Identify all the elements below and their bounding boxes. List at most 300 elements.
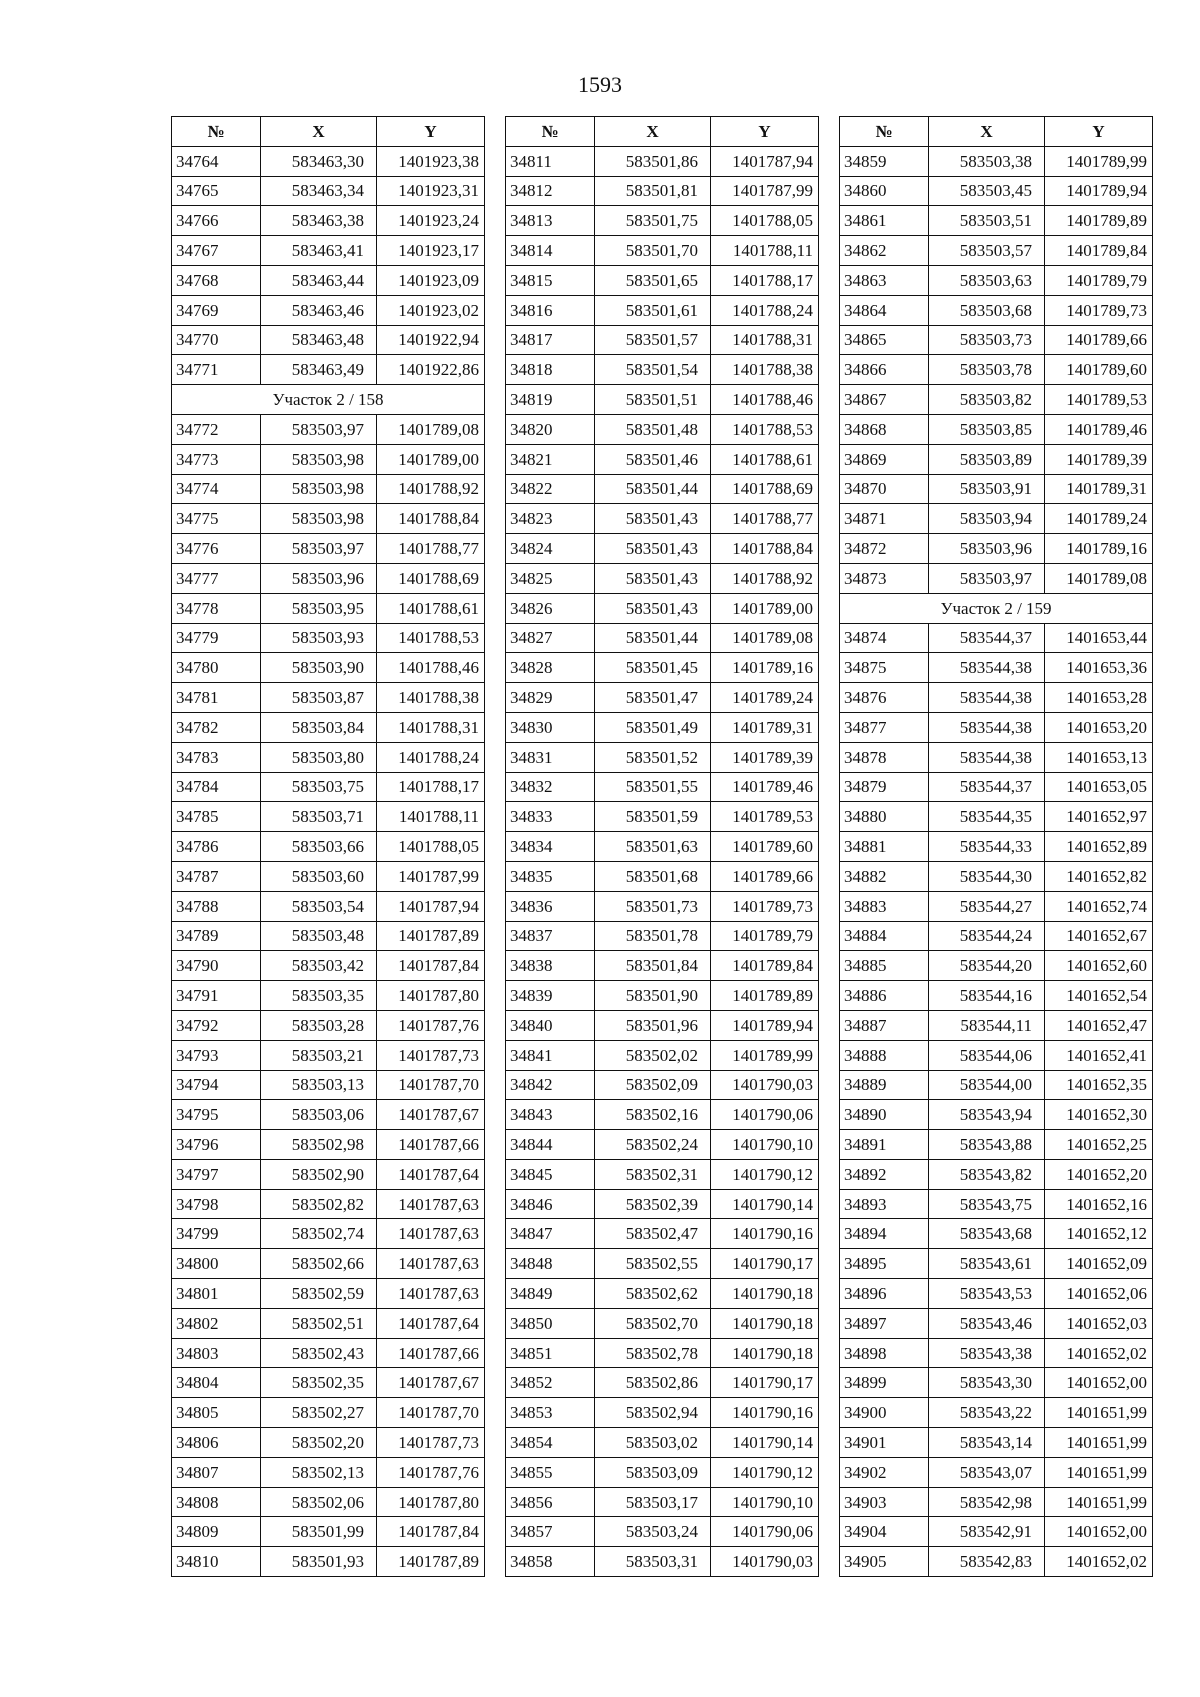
y-coordinate: 1401788,69 — [711, 474, 819, 504]
x-coordinate: 583544,38 — [929, 742, 1045, 772]
point-number: 34876 — [840, 683, 929, 713]
table-row — [840, 623, 1153, 653]
table-row — [506, 385, 819, 415]
x-coordinate: 583503,98 — [261, 474, 377, 504]
point-number: 34877 — [840, 712, 929, 742]
x-coordinate: 583502,47 — [595, 1219, 711, 1249]
table-row — [840, 1040, 1153, 1070]
y-coordinate: 1401923,31 — [377, 176, 485, 206]
y-coordinate: 1401790,18 — [711, 1279, 819, 1309]
coordinate-table-2 — [505, 116, 819, 1577]
y-coordinate: 1401788,46 — [377, 653, 485, 683]
table-row — [840, 951, 1153, 981]
y-coordinate: 1401653,36 — [1045, 653, 1153, 683]
y-coordinate: 1401789,24 — [1045, 504, 1153, 534]
table-row — [840, 802, 1153, 832]
table-row — [840, 772, 1153, 802]
table-row — [840, 444, 1153, 474]
y-coordinate: 1401790,18 — [711, 1308, 819, 1338]
x-coordinate: 583503,57 — [929, 236, 1045, 266]
point-number: 34896 — [840, 1279, 929, 1309]
point-number: 34803 — [172, 1338, 261, 1368]
header-row — [840, 117, 1153, 147]
x-coordinate: 583544,38 — [929, 712, 1045, 742]
point-number: 34771 — [172, 355, 261, 385]
y-coordinate: 1401789,94 — [711, 1010, 819, 1040]
y-coordinate: 1401789,60 — [711, 832, 819, 862]
table-row — [506, 1338, 819, 1368]
point-number: 34791 — [172, 981, 261, 1011]
coordinate-table-1 — [171, 116, 485, 1577]
x-coordinate: 583502,09 — [595, 1070, 711, 1100]
y-coordinate: 1401788,31 — [377, 712, 485, 742]
table-row — [172, 1487, 485, 1517]
table-row — [172, 981, 485, 1011]
y-coordinate: 1401787,89 — [377, 1547, 485, 1577]
y-coordinate: 1401788,05 — [377, 832, 485, 862]
x-coordinate: 583503,09 — [595, 1457, 711, 1487]
y-coordinate: 1401788,61 — [377, 593, 485, 623]
y-coordinate: 1401789,16 — [1045, 534, 1153, 564]
table-row — [506, 1279, 819, 1309]
table-row — [840, 146, 1153, 176]
table-row — [172, 265, 485, 295]
x-coordinate: 583501,59 — [595, 802, 711, 832]
y-coordinate: 1401787,66 — [377, 1130, 485, 1160]
table-row — [840, 1130, 1153, 1160]
x-coordinate: 583502,35 — [261, 1368, 377, 1398]
x-coordinate: 583543,46 — [929, 1308, 1045, 1338]
point-number: 34801 — [172, 1279, 261, 1309]
table-row — [506, 504, 819, 534]
table-row — [172, 832, 485, 862]
table-row — [172, 772, 485, 802]
y-coordinate: 1401789,16 — [711, 653, 819, 683]
x-coordinate: 583501,45 — [595, 653, 711, 683]
table-row — [506, 802, 819, 832]
y-coordinate: 1401790,18 — [711, 1338, 819, 1368]
point-number: 34765 — [172, 176, 261, 206]
x-coordinate: 583503,13 — [261, 1070, 377, 1100]
x-coordinate: 583503,17 — [595, 1487, 711, 1517]
y-coordinate: 1401790,16 — [711, 1219, 819, 1249]
x-coordinate: 583501,68 — [595, 861, 711, 891]
point-number: 34845 — [506, 1159, 595, 1189]
table-row — [172, 1279, 485, 1309]
y-coordinate: 1401652,41 — [1045, 1040, 1153, 1070]
point-number: 34793 — [172, 1040, 261, 1070]
table-row — [840, 474, 1153, 504]
y-coordinate: 1401789,99 — [711, 1040, 819, 1070]
y-coordinate: 1401789,00 — [377, 444, 485, 474]
section-row — [172, 385, 485, 415]
x-coordinate: 583503,80 — [261, 742, 377, 772]
x-coordinate: 583503,97 — [929, 563, 1045, 593]
point-number: 34905 — [840, 1547, 929, 1577]
table-row — [172, 206, 485, 236]
point-number: 34889 — [840, 1070, 929, 1100]
y-coordinate: 1401789,66 — [1045, 325, 1153, 355]
table-row — [172, 504, 485, 534]
y-coordinate: 1401789,66 — [711, 861, 819, 891]
y-coordinate: 1401788,17 — [377, 772, 485, 802]
point-number: 34823 — [506, 504, 595, 534]
table-row — [172, 623, 485, 653]
point-number: 34868 — [840, 414, 929, 444]
y-coordinate: 1401788,31 — [711, 325, 819, 355]
x-coordinate: 583503,60 — [261, 861, 377, 891]
point-number: 34795 — [172, 1100, 261, 1130]
header-x: X — [929, 117, 1045, 147]
point-number: 34831 — [506, 742, 595, 772]
y-coordinate: 1401789,84 — [711, 951, 819, 981]
x-coordinate: 583502,59 — [261, 1279, 377, 1309]
x-coordinate: 583544,24 — [929, 921, 1045, 951]
section-row — [840, 593, 1153, 623]
y-coordinate: 1401787,84 — [377, 1517, 485, 1547]
table-row — [172, 1130, 485, 1160]
y-coordinate: 1401787,70 — [377, 1070, 485, 1100]
point-number: 34885 — [840, 951, 929, 981]
x-coordinate: 583501,70 — [595, 236, 711, 266]
point-number: 34773 — [172, 444, 261, 474]
x-coordinate: 583544,35 — [929, 802, 1045, 832]
x-coordinate: 583544,11 — [929, 1010, 1045, 1040]
table-row — [840, 236, 1153, 266]
point-number: 34785 — [172, 802, 261, 832]
x-coordinate: 583542,83 — [929, 1547, 1045, 1577]
x-coordinate: 583503,21 — [261, 1040, 377, 1070]
x-coordinate: 583544,30 — [929, 861, 1045, 891]
table-row — [506, 1487, 819, 1517]
y-coordinate: 1401923,17 — [377, 236, 485, 266]
x-coordinate: 583503,71 — [261, 802, 377, 832]
section-label: Участок 2 / 158 — [172, 385, 485, 415]
table-row — [506, 146, 819, 176]
point-number: 34870 — [840, 474, 929, 504]
table-row — [840, 832, 1153, 862]
y-coordinate: 1401787,80 — [377, 981, 485, 1011]
table-row — [506, 1517, 819, 1547]
header-y: Y — [377, 117, 485, 147]
table-row — [172, 1547, 485, 1577]
x-coordinate: 583502,27 — [261, 1398, 377, 1428]
y-coordinate: 1401789,79 — [1045, 265, 1153, 295]
point-number: 34787 — [172, 861, 261, 891]
header-row — [506, 117, 819, 147]
table-row — [506, 295, 819, 325]
x-coordinate: 583501,99 — [261, 1517, 377, 1547]
point-number: 34893 — [840, 1189, 929, 1219]
y-coordinate: 1401790,16 — [711, 1398, 819, 1428]
table-row — [840, 921, 1153, 951]
table-row — [172, 683, 485, 713]
table-row — [506, 1457, 819, 1487]
y-coordinate: 1401787,67 — [377, 1368, 485, 1398]
point-number: 34808 — [172, 1487, 261, 1517]
y-coordinate: 1401787,64 — [377, 1308, 485, 1338]
y-coordinate: 1401787,70 — [377, 1398, 485, 1428]
x-coordinate: 583502,31 — [595, 1159, 711, 1189]
y-coordinate: 1401789,73 — [1045, 295, 1153, 325]
table-row — [506, 1219, 819, 1249]
y-coordinate: 1401790,17 — [711, 1368, 819, 1398]
x-coordinate: 583502,06 — [261, 1487, 377, 1517]
y-coordinate: 1401789,08 — [377, 414, 485, 444]
y-coordinate: 1401788,84 — [711, 534, 819, 564]
table-row — [172, 712, 485, 742]
table-row — [840, 325, 1153, 355]
x-coordinate: 583503,90 — [261, 653, 377, 683]
y-coordinate: 1401787,67 — [377, 1100, 485, 1130]
y-coordinate: 1401789,31 — [1045, 474, 1153, 504]
y-coordinate: 1401652,16 — [1045, 1189, 1153, 1219]
y-coordinate: 1401652,82 — [1045, 861, 1153, 891]
point-number: 34859 — [840, 146, 929, 176]
x-coordinate: 583501,63 — [595, 832, 711, 862]
table-row — [506, 981, 819, 1011]
y-coordinate: 1401789,94 — [1045, 176, 1153, 206]
table-row — [506, 1070, 819, 1100]
x-coordinate: 583503,85 — [929, 414, 1045, 444]
x-coordinate: 583502,16 — [595, 1100, 711, 1130]
table-row — [172, 176, 485, 206]
x-coordinate: 583503,89 — [929, 444, 1045, 474]
point-number: 34853 — [506, 1398, 595, 1428]
point-number: 34892 — [840, 1159, 929, 1189]
point-number: 34838 — [506, 951, 595, 981]
x-coordinate: 583543,30 — [929, 1368, 1045, 1398]
point-number: 34811 — [506, 146, 595, 176]
y-coordinate: 1401790,14 — [711, 1428, 819, 1458]
y-coordinate: 1401789,39 — [1045, 444, 1153, 474]
x-coordinate: 583503,98 — [261, 444, 377, 474]
table-row — [840, 1487, 1153, 1517]
point-number: 34834 — [506, 832, 595, 862]
y-coordinate: 1401789,08 — [1045, 563, 1153, 593]
point-number: 34821 — [506, 444, 595, 474]
x-coordinate: 583501,49 — [595, 712, 711, 742]
x-coordinate: 583502,24 — [595, 1130, 711, 1160]
table-row — [172, 1249, 485, 1279]
x-coordinate: 583503,84 — [261, 712, 377, 742]
x-coordinate: 583501,86 — [595, 146, 711, 176]
y-coordinate: 1401789,53 — [1045, 385, 1153, 415]
point-number: 34770 — [172, 325, 261, 355]
y-coordinate: 1401788,77 — [377, 534, 485, 564]
point-number: 34854 — [506, 1428, 595, 1458]
y-coordinate: 1401790,10 — [711, 1487, 819, 1517]
header-y: Y — [711, 117, 819, 147]
x-coordinate: 583463,49 — [261, 355, 377, 385]
point-number: 34800 — [172, 1249, 261, 1279]
y-coordinate: 1401652,02 — [1045, 1338, 1153, 1368]
x-coordinate: 583502,13 — [261, 1457, 377, 1487]
x-coordinate: 583501,54 — [595, 355, 711, 385]
table-row — [506, 206, 819, 236]
x-coordinate: 583544,16 — [929, 981, 1045, 1011]
y-coordinate: 1401788,11 — [377, 802, 485, 832]
point-number: 34786 — [172, 832, 261, 862]
point-number: 34879 — [840, 772, 929, 802]
y-coordinate: 1401788,92 — [711, 563, 819, 593]
point-number: 34846 — [506, 1189, 595, 1219]
table-row — [172, 951, 485, 981]
header-row — [172, 117, 485, 147]
y-coordinate: 1401789,79 — [711, 921, 819, 951]
table-row — [172, 742, 485, 772]
table-row — [506, 891, 819, 921]
y-coordinate: 1401787,64 — [377, 1159, 485, 1189]
y-coordinate: 1401923,09 — [377, 265, 485, 295]
table-row — [840, 712, 1153, 742]
x-coordinate: 583501,73 — [595, 891, 711, 921]
table-row — [506, 1159, 819, 1189]
table-row — [506, 1040, 819, 1070]
table-row — [840, 1368, 1153, 1398]
x-coordinate: 583501,51 — [595, 385, 711, 415]
point-number: 34860 — [840, 176, 929, 206]
table-row — [172, 1398, 485, 1428]
table-row — [172, 1189, 485, 1219]
y-coordinate: 1401788,77 — [711, 504, 819, 534]
y-coordinate: 1401790,12 — [711, 1457, 819, 1487]
point-number: 34895 — [840, 1249, 929, 1279]
point-number: 34862 — [840, 236, 929, 266]
x-coordinate: 583544,38 — [929, 653, 1045, 683]
point-number: 34830 — [506, 712, 595, 742]
x-coordinate: 583503,06 — [261, 1100, 377, 1130]
header-number: № — [172, 117, 261, 147]
y-coordinate: 1401789,46 — [711, 772, 819, 802]
point-number: 34878 — [840, 742, 929, 772]
point-number: 34814 — [506, 236, 595, 266]
x-coordinate: 583463,48 — [261, 325, 377, 355]
x-coordinate: 583503,94 — [929, 504, 1045, 534]
point-number: 34789 — [172, 921, 261, 951]
point-number: 34806 — [172, 1428, 261, 1458]
point-number: 34881 — [840, 832, 929, 862]
point-number: 34858 — [506, 1547, 595, 1577]
point-number: 34856 — [506, 1487, 595, 1517]
y-coordinate: 1401789,08 — [711, 623, 819, 653]
y-coordinate: 1401788,53 — [711, 414, 819, 444]
x-coordinate: 583544,20 — [929, 951, 1045, 981]
point-number: 34875 — [840, 653, 929, 683]
table-row — [172, 1338, 485, 1368]
y-coordinate: 1401788,05 — [711, 206, 819, 236]
table-row — [840, 1517, 1153, 1547]
table-row — [172, 861, 485, 891]
page-number: 1593 — [578, 72, 622, 97]
point-number: 34782 — [172, 712, 261, 742]
x-coordinate: 583502,51 — [261, 1308, 377, 1338]
table-row — [172, 146, 485, 176]
table-row — [506, 1398, 819, 1428]
x-coordinate: 583544,00 — [929, 1070, 1045, 1100]
table-row — [506, 534, 819, 564]
point-number: 34841 — [506, 1040, 595, 1070]
y-coordinate: 1401790,12 — [711, 1159, 819, 1189]
y-coordinate: 1401653,28 — [1045, 683, 1153, 713]
point-number: 34817 — [506, 325, 595, 355]
x-coordinate: 583463,38 — [261, 206, 377, 236]
table-row — [840, 563, 1153, 593]
x-coordinate: 583463,30 — [261, 146, 377, 176]
point-number: 34872 — [840, 534, 929, 564]
point-number: 34822 — [506, 474, 595, 504]
y-coordinate: 1401788,46 — [711, 385, 819, 415]
point-number: 34837 — [506, 921, 595, 951]
table-row — [172, 1368, 485, 1398]
table-row — [840, 504, 1153, 534]
point-number: 34882 — [840, 861, 929, 891]
point-number: 34809 — [172, 1517, 261, 1547]
x-coordinate: 583543,88 — [929, 1130, 1045, 1160]
y-coordinate: 1401788,92 — [377, 474, 485, 504]
y-coordinate: 1401652,54 — [1045, 981, 1153, 1011]
point-number: 34865 — [840, 325, 929, 355]
table-row — [840, 1100, 1153, 1130]
point-number: 34824 — [506, 534, 595, 564]
point-number: 34864 — [840, 295, 929, 325]
table-row — [172, 891, 485, 921]
x-coordinate: 583544,37 — [929, 623, 1045, 653]
table-row — [506, 176, 819, 206]
x-coordinate: 583503,78 — [929, 355, 1045, 385]
table-row — [172, 1100, 485, 1130]
table-row — [172, 1040, 485, 1070]
y-coordinate: 1401788,38 — [711, 355, 819, 385]
y-coordinate: 1401787,66 — [377, 1338, 485, 1368]
x-coordinate: 583543,68 — [929, 1219, 1045, 1249]
table-row — [172, 1308, 485, 1338]
table-row — [172, 355, 485, 385]
x-coordinate: 583503,66 — [261, 832, 377, 862]
x-coordinate: 583503,35 — [261, 981, 377, 1011]
point-number: 34883 — [840, 891, 929, 921]
y-coordinate: 1401787,73 — [377, 1040, 485, 1070]
point-number: 34832 — [506, 772, 595, 802]
y-coordinate: 1401788,38 — [377, 683, 485, 713]
x-coordinate: 583502,43 — [261, 1338, 377, 1368]
point-number: 34897 — [840, 1308, 929, 1338]
table-row — [840, 861, 1153, 891]
y-coordinate: 1401652,02 — [1045, 1547, 1153, 1577]
point-number: 34812 — [506, 176, 595, 206]
table-row — [172, 653, 485, 683]
y-coordinate: 1401652,09 — [1045, 1249, 1153, 1279]
x-coordinate: 583544,06 — [929, 1040, 1045, 1070]
y-coordinate: 1401790,06 — [711, 1100, 819, 1130]
x-coordinate: 583544,33 — [929, 832, 1045, 862]
table-row — [506, 414, 819, 444]
point-number: 34840 — [506, 1010, 595, 1040]
y-coordinate: 1401652,60 — [1045, 951, 1153, 981]
x-coordinate: 583543,75 — [929, 1189, 1045, 1219]
x-coordinate: 583503,82 — [929, 385, 1045, 415]
point-number: 34891 — [840, 1130, 929, 1160]
table-row — [506, 1308, 819, 1338]
x-coordinate: 583502,20 — [261, 1428, 377, 1458]
table-row — [172, 1070, 485, 1100]
x-coordinate: 583502,62 — [595, 1279, 711, 1309]
x-coordinate: 583463,46 — [261, 295, 377, 325]
y-coordinate: 1401652,03 — [1045, 1308, 1153, 1338]
point-number: 34815 — [506, 265, 595, 295]
x-coordinate: 583503,54 — [261, 891, 377, 921]
table-row — [506, 921, 819, 951]
